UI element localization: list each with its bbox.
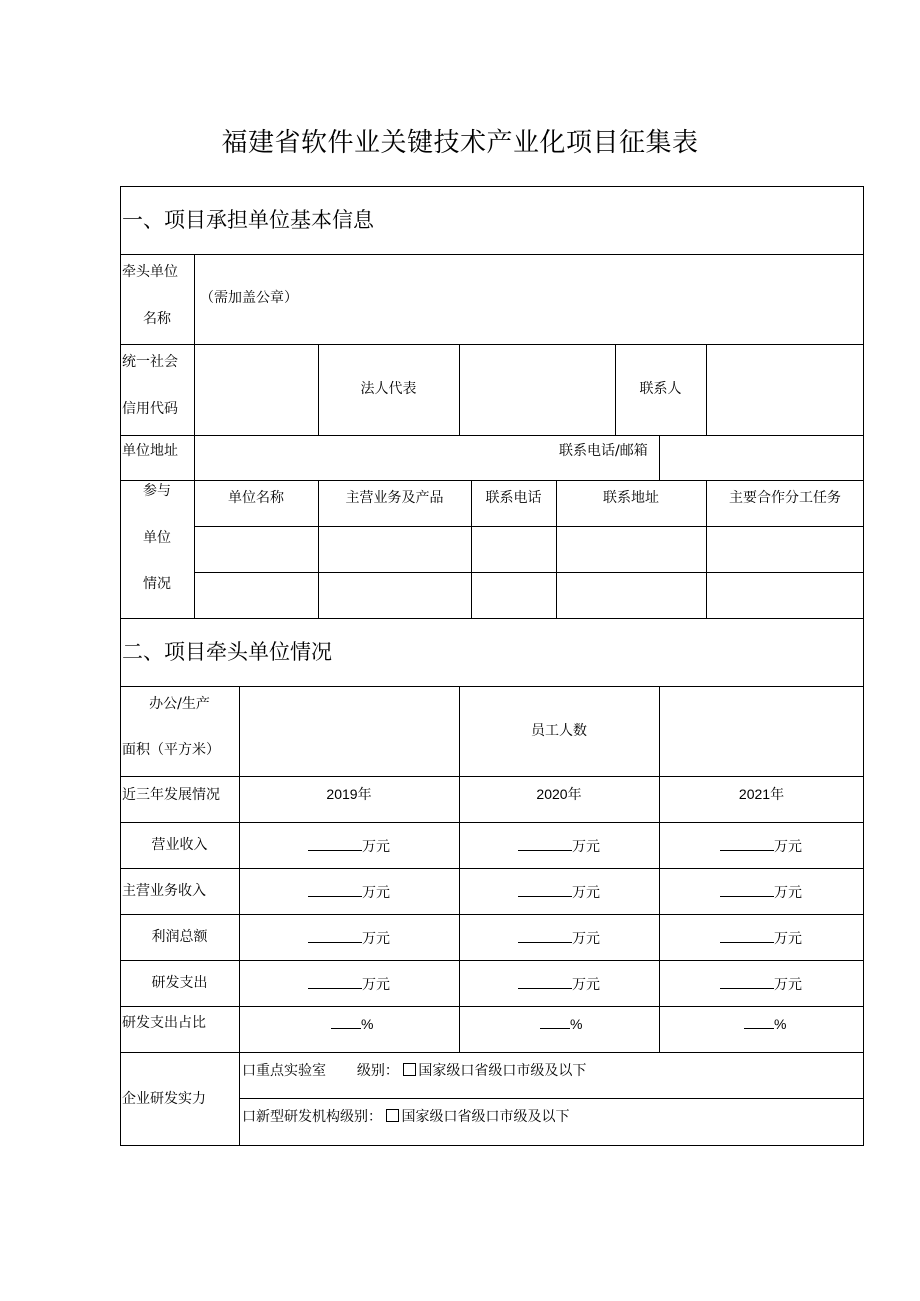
row-divider — [120, 618, 864, 619]
row-divider — [120, 776, 864, 777]
participant-header-address: 联系地址 — [603, 490, 659, 506]
rd-spend-label: 研发支出 — [151, 975, 208, 991]
revenue-label: 营业收入 — [151, 837, 208, 853]
participant-header-task: 主要合作分工任务 — [729, 490, 841, 506]
phone-email-input[interactable] — [660, 436, 863, 479]
rd-strength-label: 企业研发实力 — [122, 1091, 206, 1107]
profit-2021[interactable]: 万元 — [720, 930, 802, 946]
main-revenue-2020[interactable]: 万元 — [518, 884, 600, 900]
participant-header-name: 单位名称 — [228, 490, 284, 506]
rd-spend-2019[interactable]: 万元 — [308, 976, 390, 992]
row-divider — [120, 868, 864, 869]
area-label-2: 面积（平方米） — [122, 742, 220, 758]
checkbox-icon[interactable] — [403, 1063, 416, 1076]
employees-label: 员工人数 — [531, 723, 587, 739]
credit-code-label: 统一社会 — [122, 354, 178, 370]
checkbox-icon[interactable] — [386, 1109, 399, 1122]
legal-rep-input[interactable] — [460, 345, 614, 434]
row-divider — [239, 1098, 864, 1099]
row-divider — [120, 960, 864, 961]
contact-person-input[interactable] — [707, 345, 863, 434]
address-input[interactable] — [195, 436, 555, 479]
form-title: 福建省软件业关键技术产业化项目征集表 — [221, 128, 699, 158]
participant-label-3: 情况 — [143, 576, 171, 592]
lead-unit-label: 牵头单位 — [122, 264, 178, 280]
rd-ratio-2020[interactable]: % — [540, 1016, 582, 1031]
participant-label: 参与 — [143, 483, 171, 499]
address-label: 单位地址 — [122, 443, 178, 459]
revenue-2021[interactable]: 万元 — [720, 838, 802, 854]
row-divider — [194, 526, 864, 527]
participant-header-phone: 联系电话 — [485, 490, 542, 506]
credit-code-input[interactable] — [195, 345, 317, 434]
main-revenue-label: 主营业务收入 — [122, 883, 206, 899]
key-lab-option[interactable]: 口重点实验室 级别： 国家级口省级口市级及以下 — [242, 1063, 587, 1079]
revenue-2020[interactable]: 万元 — [518, 838, 600, 854]
rd-ratio-label: 研发支出占比 — [122, 1015, 206, 1031]
year-2019: 2019年 — [326, 786, 372, 802]
profit-2019[interactable]: 万元 — [308, 930, 390, 946]
row-divider — [120, 1052, 864, 1053]
area-label: 办公/生产 — [149, 696, 210, 712]
profit-2020[interactable]: 万元 — [518, 930, 600, 946]
rd-ratio-2021[interactable]: % — [744, 1016, 786, 1031]
row-divider — [194, 572, 864, 573]
employees-input[interactable] — [660, 687, 863, 775]
profit-label: 利润总额 — [151, 929, 208, 945]
section2-heading: 二、项目牵头单位情况 — [122, 640, 332, 664]
section1-heading: 一、项目承担单位基本信息 — [122, 208, 374, 232]
row-divider — [120, 914, 864, 915]
dev-label: 近三年发展情况 — [122, 787, 220, 803]
area-input[interactable] — [240, 687, 458, 775]
rd-spend-2021[interactable]: 万元 — [720, 976, 802, 992]
row-divider — [120, 1006, 864, 1007]
lead-unit-seal-note: （需加盖公章） — [200, 290, 298, 306]
rd-ratio-2019[interactable]: % — [331, 1016, 373, 1031]
phone-email-label: 联系电话/邮箱 — [559, 443, 648, 459]
lead-unit-label-2: 名称 — [143, 311, 171, 327]
row-divider — [120, 480, 864, 481]
main-revenue-2021[interactable]: 万元 — [720, 884, 802, 900]
credit-code-label-2: 信用代码 — [122, 401, 178, 417]
col-divider — [459, 686, 460, 1052]
participant-header-business: 主营业务及产品 — [345, 490, 444, 506]
main-revenue-2019[interactable]: 万元 — [308, 884, 390, 900]
participant-label-2: 单位 — [143, 530, 171, 546]
legal-rep-label: 法人代表 — [360, 381, 417, 397]
new-rd-institution-option[interactable]: 口新型研发机构级别： 国家级口省级口市级及以下 — [242, 1109, 570, 1125]
year-2021: 2021年 — [738, 786, 785, 802]
row-divider — [120, 822, 864, 823]
lead-unit-name-input[interactable] — [195, 255, 863, 343]
rd-spend-2020[interactable]: 万元 — [518, 976, 600, 992]
contact-person-label: 联系人 — [639, 381, 682, 397]
revenue-2019[interactable]: 万元 — [308, 838, 390, 854]
year-2020: 2020年 — [536, 786, 582, 802]
